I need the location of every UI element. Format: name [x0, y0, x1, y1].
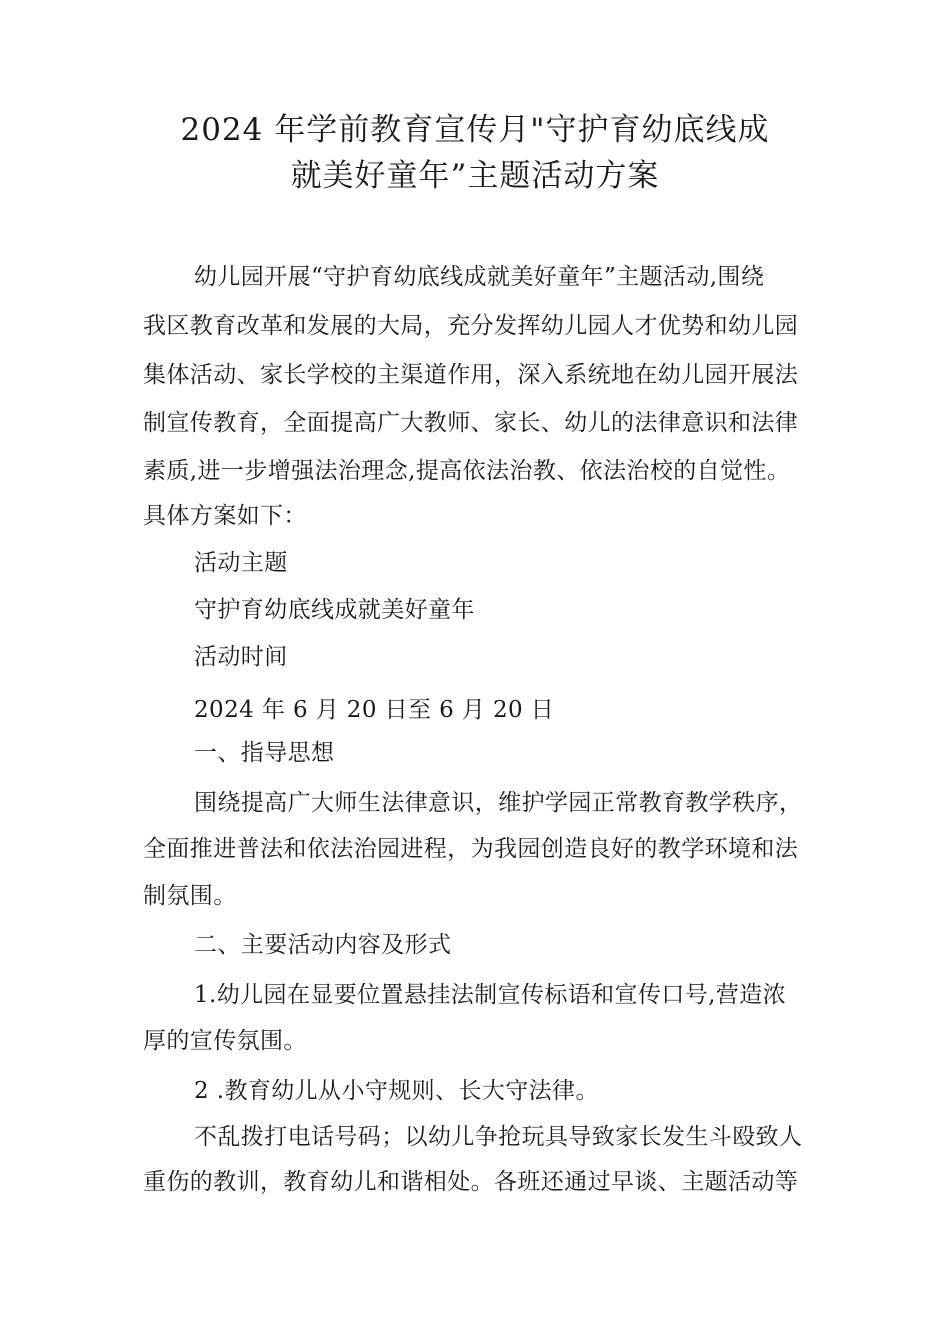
paragraph-line: 厚的宣传氛围。	[143, 1028, 307, 1054]
section-heading: 二、主要活动内容及形式	[194, 932, 452, 958]
paragraph-line: 1.幼儿园在显要位置悬挂法制宣传标语和宣传口号,营造浓	[194, 982, 787, 1008]
section-heading: 活动主题	[194, 550, 288, 576]
paragraph-line: 集体活动、家长学校的主渠道作用，深入系统地在幼儿园开展法	[143, 362, 799, 388]
paragraph-line: 2 .教育幼儿从小守规则、长大守法律。	[194, 1078, 599, 1104]
paragraph-line: 素质,进一步增强法治理念,提高依法治教、依法治校的自觉性。	[143, 458, 791, 484]
section-heading: 活动时间	[194, 644, 288, 670]
document-title-line-2: 就美好童年”主题活动方案	[290, 158, 660, 194]
paragraph-line: 围绕提高广大师生法律意识，维护学园正常教育教学秩序，	[194, 790, 803, 816]
paragraph-line: 幼儿园开展“守护育幼底线成就美好童年”主题活动,围绕	[194, 264, 765, 290]
document-title-line-1: 2024 年学前教育宣传月"守护育幼底线成	[180, 112, 770, 148]
paragraph-line: 我区教育改革和发展的大局，充分发挥幼儿园人才优势和幼儿园	[143, 313, 799, 339]
section-heading: 一、指导思想	[194, 740, 335, 766]
paragraph-line: 具体方案如下：	[143, 503, 307, 529]
paragraph-line: 制氛围。	[143, 883, 237, 909]
paragraph-line: 守护育幼底线成就美好童年	[194, 597, 475, 623]
paragraph-line: 全面推进普法和依法治园进程，为我园创造良好的教学环境和法	[143, 836, 799, 862]
paragraph-line: 不乱拨打电话号码；以幼儿争抢玩具导致家长发生斗殴致人	[194, 1124, 803, 1150]
paragraph-line: 2024 年 6 月 20 日至 6 月 20 日	[194, 697, 555, 723]
paragraph-line: 重伤的教训，教育幼儿和谐相处。各班还通过早谈、主题活动等	[143, 1169, 799, 1195]
paragraph-line: 制宣传教育，全面提高广大教师、家长、幼儿的法律意识和法律	[143, 410, 799, 436]
